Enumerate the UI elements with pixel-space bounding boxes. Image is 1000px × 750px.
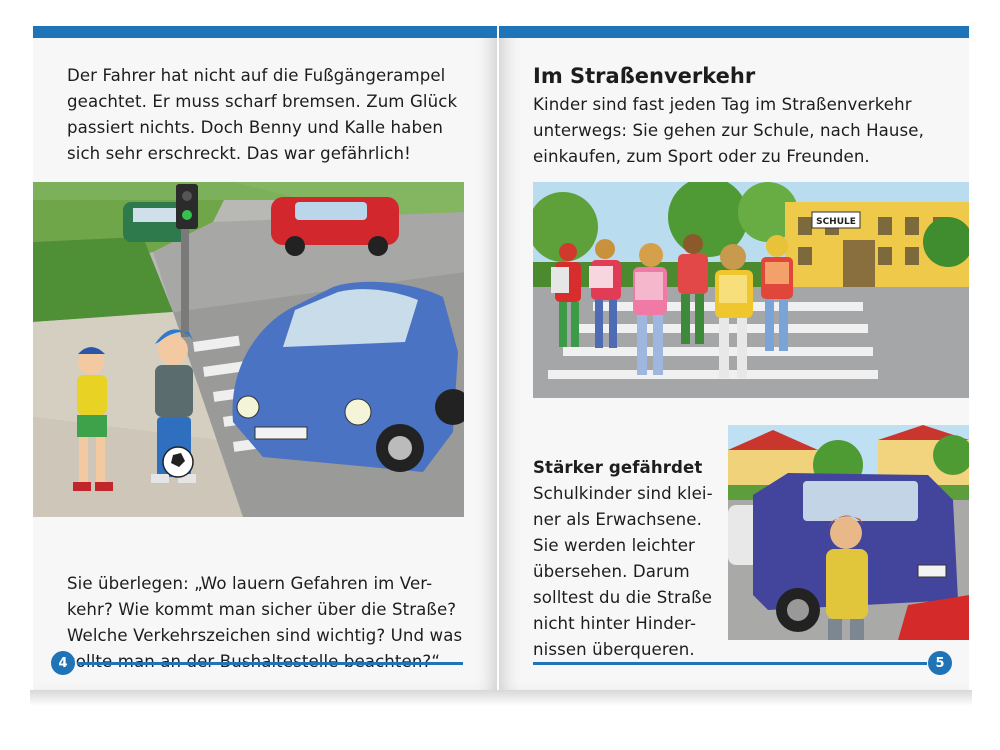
illustration-school-crossing bbox=[533, 182, 969, 398]
page-number-right: 5 bbox=[928, 651, 952, 675]
page-number-left: 4 bbox=[51, 651, 75, 675]
left-intro-paragraph bbox=[67, 63, 457, 167]
book-shadow bbox=[30, 690, 972, 706]
footer-rule-right bbox=[533, 662, 927, 665]
section-heading: Im Straßenverkehr bbox=[533, 64, 756, 88]
text-line: sich sehr erschreckt. Das war gefährlich! bbox=[67, 144, 411, 163]
text-line: geachtet. Er muss scharf bremsen. Zum Glück bbox=[67, 92, 458, 111]
text-line: übersehen. Darum bbox=[533, 562, 690, 581]
text-line: Der Fahrer hat nicht auf die Fußgängerampel bbox=[67, 66, 446, 85]
illustration-car-crosswalk bbox=[33, 182, 464, 517]
text-line: Welche Verkehrszeichen sind wichtig? Und was bbox=[67, 626, 463, 645]
text-line: nicht hinter Hinder- bbox=[533, 614, 697, 633]
left-page bbox=[33, 26, 497, 690]
right-intro-paragraph bbox=[533, 92, 924, 170]
text-line: ner als Erwachsene. bbox=[533, 510, 702, 529]
text-line: Schulkinder sind klei- bbox=[533, 484, 713, 503]
illustration-boy-behind-car bbox=[728, 425, 969, 640]
left-outro-paragraph bbox=[67, 571, 462, 675]
info-box-heading: Stärker gefährdet bbox=[533, 458, 703, 477]
right-page bbox=[499, 26, 969, 690]
top-bar-left bbox=[33, 26, 497, 38]
school-sign: SCHULE bbox=[816, 217, 856, 227]
text-line: Sie werden leichter bbox=[533, 536, 695, 555]
text-line: kehr? Wie kommt man sicher über die Straße? bbox=[67, 600, 457, 619]
footer-rule-left bbox=[77, 662, 463, 665]
text-line: Sie überlegen: „Wo lauern Gefahren im Ver- bbox=[67, 574, 433, 593]
text-line: solltest du die Straße bbox=[533, 588, 713, 607]
text-line: passiert nichts. Doch Benny und Kalle haben bbox=[67, 118, 443, 137]
text-line: unterwegs: Sie gehen zur Schule, nach Hause, bbox=[533, 121, 924, 140]
top-bar-right bbox=[499, 26, 969, 38]
text-line: nissen überqueren. bbox=[533, 640, 695, 659]
text-line: einkaufen, zum Sport oder zu Freunden. bbox=[533, 147, 870, 166]
info-box-text bbox=[533, 455, 713, 663]
text-line: Kinder sind fast jeden Tag im Straßenverkehr bbox=[533, 95, 912, 114]
